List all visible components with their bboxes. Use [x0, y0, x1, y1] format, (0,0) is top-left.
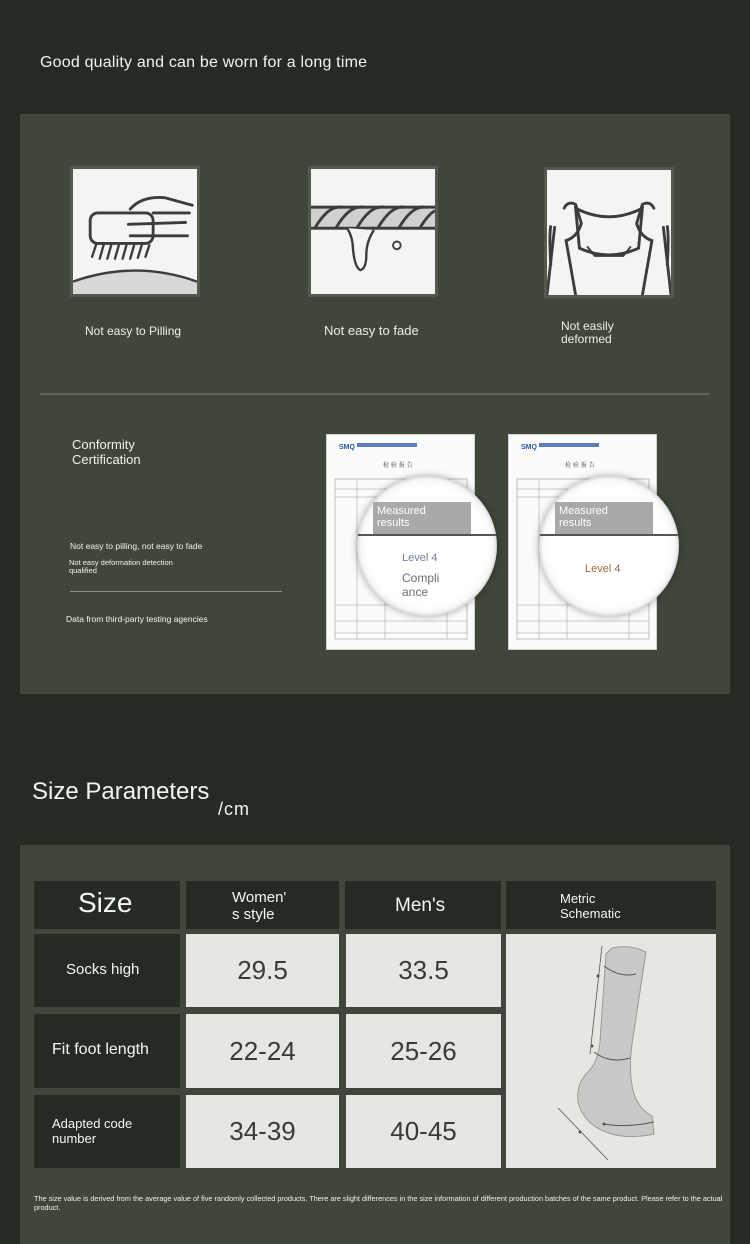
sock-schematic: [506, 934, 716, 1168]
test-report-1: [327, 435, 474, 649]
lens-value-compliance-b: ance: [402, 585, 429, 599]
certification-line-pilling: Not easy to pilling, not easy to fade: [70, 541, 203, 551]
certification-title-line2: Certification: [72, 452, 141, 467]
feature-label-deformed-line2: deformed: [561, 332, 612, 346]
cell-women-socks-high: 29.5: [186, 934, 339, 1007]
row-label-fit-foot-length: [34, 1014, 180, 1088]
header-women: [186, 881, 339, 929]
brush-pilling-icon: [70, 166, 200, 297]
section-divider: [40, 393, 709, 395]
certification-divider: [70, 591, 282, 592]
hands-stretch-illustration: [547, 170, 671, 295]
certification-line-deformation-b: qualified: [69, 566, 97, 575]
cell-men-socks-high: 33.5: [346, 934, 501, 1007]
lens-value-level: Level 4: [402, 552, 438, 564]
feature-label-deformed-line1: Not easily: [561, 319, 614, 333]
feature-label-pilling: Not easy to Pilling: [85, 324, 182, 338]
lens-header: [555, 502, 653, 536]
brush-pilling-illustration: [73, 169, 197, 294]
certification-title: [72, 437, 141, 467]
test-report-2: [509, 435, 656, 649]
lens-header-line2: results: [559, 517, 592, 529]
header-men: [345, 881, 501, 929]
certification-source: Data from third-party testing agencies: [66, 614, 208, 624]
header-schematic: [506, 881, 716, 929]
row-label-text: Fit foot length: [52, 1041, 149, 1058]
header-women-line2: s style: [232, 906, 275, 923]
feature-label-fade: Not easy to fade: [324, 323, 419, 338]
report-brand: SMQ: [521, 444, 537, 451]
feature-label-deformed: [561, 320, 614, 346]
report-doc-title: 检 验 报 告: [565, 462, 595, 469]
size-section-title: Size Parameters: [32, 778, 210, 805]
cell-women-foot-length: 22-24: [186, 1014, 339, 1088]
report-magnifier: [539, 476, 679, 616]
size-footnote: The size value is derived from the average value of five randomly collected products. There are slight differences in the size information of different production batches of the same product. Please refer to the actual product.: [34, 1194, 723, 1212]
row-label-code-line2: number: [52, 1131, 97, 1146]
row-label-code-number: [34, 1095, 180, 1168]
report-magnifier: [357, 476, 497, 616]
header-men-label: Men's: [395, 895, 446, 916]
hands-stretch-icon: [544, 167, 674, 298]
sock-measurement-icon: [506, 934, 716, 1168]
cell-women-code-number: 34-39: [186, 1095, 339, 1168]
row-label-code-line1: Adapted code: [52, 1116, 133, 1131]
cell-men-foot-length: 25-26: [346, 1014, 501, 1088]
report-doc-title: 检 验 报 告: [383, 462, 413, 469]
cell-men-code-number: 40-45: [346, 1095, 501, 1168]
header-schematic-line1: Metric: [560, 891, 596, 906]
lens-value-level: Level 4: [585, 563, 621, 575]
lens-header-line2: results: [377, 517, 410, 529]
lens-header-line1: Measured: [559, 505, 608, 517]
header-schematic-label: [560, 891, 621, 921]
rope-fade-icon: [308, 166, 438, 297]
row-label-text: [52, 1116, 132, 1146]
row-label-text: Socks high: [66, 961, 140, 978]
lens-rule: [539, 534, 679, 536]
lens-header-line1: Measured: [377, 505, 426, 517]
row-label-socks-high: [34, 934, 180, 1007]
header-schematic-line2: Schematic: [560, 906, 621, 921]
lens-header: [373, 502, 471, 536]
header-size: [34, 881, 180, 929]
lens-value-compliance: [402, 571, 439, 599]
header-women-line1: Women': [232, 889, 287, 906]
certification-line-deformation-a: Not easy deformation detection: [69, 558, 173, 567]
size-unit: /cm: [218, 799, 250, 819]
lens-rule: [357, 534, 497, 536]
quality-headline: Good quality and can be worn for a long time: [40, 54, 368, 71]
lens-value-compliance-a: Compli: [402, 571, 440, 585]
report-brand: SMQ: [339, 444, 355, 451]
rope-fade-illustration: [311, 169, 435, 294]
certification-title-line1: Conformity: [72, 437, 135, 452]
quality-panel: [20, 114, 730, 694]
header-women-label: [232, 889, 286, 923]
certification-line-deformation: [69, 559, 173, 575]
size-panel: [20, 845, 730, 1244]
header-size-label: Size: [78, 887, 133, 918]
